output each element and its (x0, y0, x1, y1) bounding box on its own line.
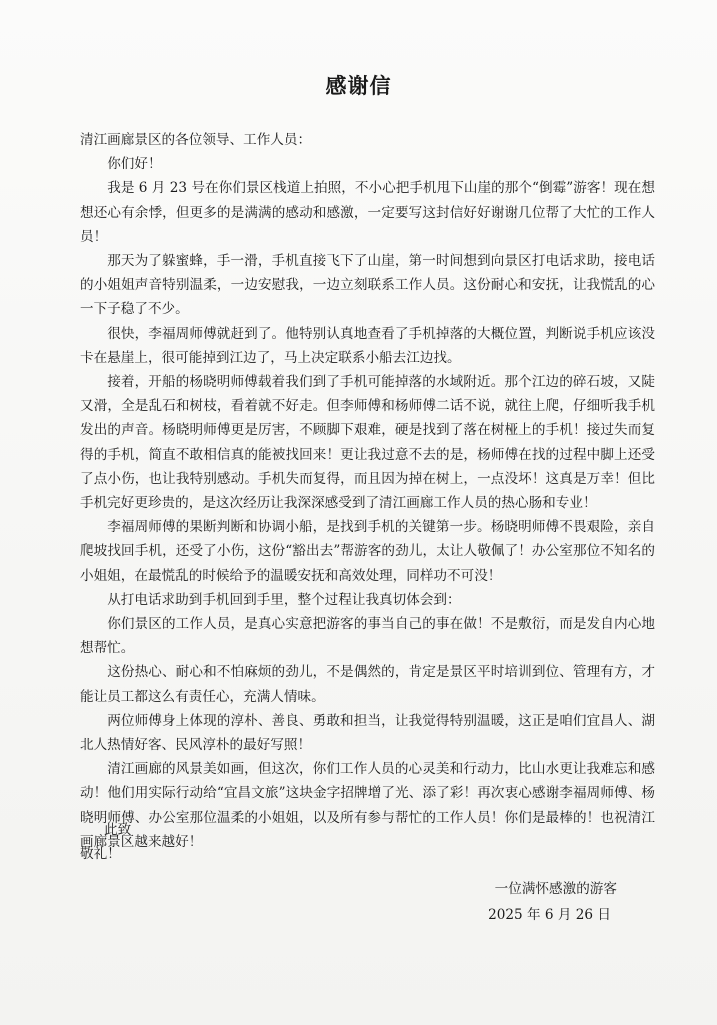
signature-text: 一位满怀感激的游客 (494, 881, 617, 897)
letter-body (80, 128, 655, 854)
letter-paragraph: 从打电话求助到手机回到手里，整个过程让我真切体会到： (107, 591, 461, 608)
letter-title: 感谢信 (325, 74, 392, 98)
letter-paragraph: 你们好！ (107, 156, 162, 173)
letter-paragraph: 你们景区的工作人员，是真心实意把游客的事当自己的事在做！不是敷衍，而是发自内心地想帮忙。 (80, 616, 655, 657)
letter-paragraph: 接着，开船的杨晓明师傅载着我们到了手机可能掉落的水域附近。那个江边的碎石坡，又陡又滑，全是乱石和树枝，看着就不好走。但李师傅和杨师傅二话不说，就往上爬，仔细听我手机发出的声音。杨晓明师傅更是厉害，不顾脚下艰难，硬是找到了落在树桠上的手机！接过失而复得的手机，简直不敢相信真的能被找回来！更让我过意不去的是，杨师傅在找的过程中脚上还受了点小伤，也让我特别感动。手机失而复得，而且因为掉在树上，一点没坏！这真是万幸！但比手机完好更珍贵的，是这次经历让我深深感受到了清江画廊工作人员的热心肠和专业！ (80, 374, 655, 512)
letter-date: 2025 年 6 月 26 日 (488, 907, 611, 923)
closing-jingli: 敬礼！ (80, 846, 121, 862)
letter-closing (80, 818, 131, 866)
letter-salutation: 清江画廊景区的各位领导、工作人员： (80, 132, 312, 148)
letter-paragraph: 两位师傅身上体现的淳朴、善良、勇敢和担当，让我觉得特别温暖，这正是咱们宜昌人、湖北人热情好客、民风淳朴的最好写照！ (80, 712, 655, 754)
letter-signature-block (488, 876, 617, 928)
letter-paragraph: 那天为了躲蜜蜂，手一滑，手机直接飞下了山崖，第一时间想到向景区打电话求助，接电话的小姐姐声音特别温柔，一边安慰我，一边立刻联系工作人员。这份耐心和安抚，让我慌乱的心一下子稳了不少。 (80, 253, 655, 318)
letter-paragraph: 清江画廊的风景美如画，但这次，你们工作人员的心灵美和行动力，比山水更让我难忘和感动！他们用实际行动给“宜昌文旅”这块金字招牌增了光、添了彩！再次衷心感谢李福周师傅、杨晓明师傅、办公室那位温柔的小姐姐，以及所有参与帮忙的工作人员！你们是最棒的！也祝清江画廊景区越来越好！ (80, 761, 655, 850)
letter-paragraph: 我是 6 月 23 号在你们景区栈道上拍照，不小心把手机甩下山崖的那个“倒霉”游客！现在想想还心有余悸，但更多的是满满的感动和感激，一定要写这封信好好谢谢几位帮了大忙的工作人员！ (80, 180, 655, 245)
letter-paragraph: 这份热心、耐心和不怕麻烦的劲儿，不是偶然的，肯定是景区平时培训到位、管理有方，才能让员工都这么有责任心，充满人情味。 (80, 664, 655, 705)
letter-paragraph: 李福周师傅的果断判断和协调小船，是找到手机的关键第一步。杨晓明师傅不畏艰险，亲自爬坡找回手机，还受了小伤，这份“豁出去”帮游客的劲儿，太让人敬佩了！办公室那位不知名的小姐姐，在最慌乱的时候给予的温暖安抚和高效处理，同样功不可没！ (80, 519, 655, 584)
closing-cizhi: 此致 (104, 822, 132, 838)
letter-paragraph: 很快，李福周师傅就赶到了。他特别认真地查看了手机掉落的大概位置，判断说手机应该没卡在悬崖上，很可能掉到江边了，马上决定联系小船去江边找。 (80, 325, 655, 366)
